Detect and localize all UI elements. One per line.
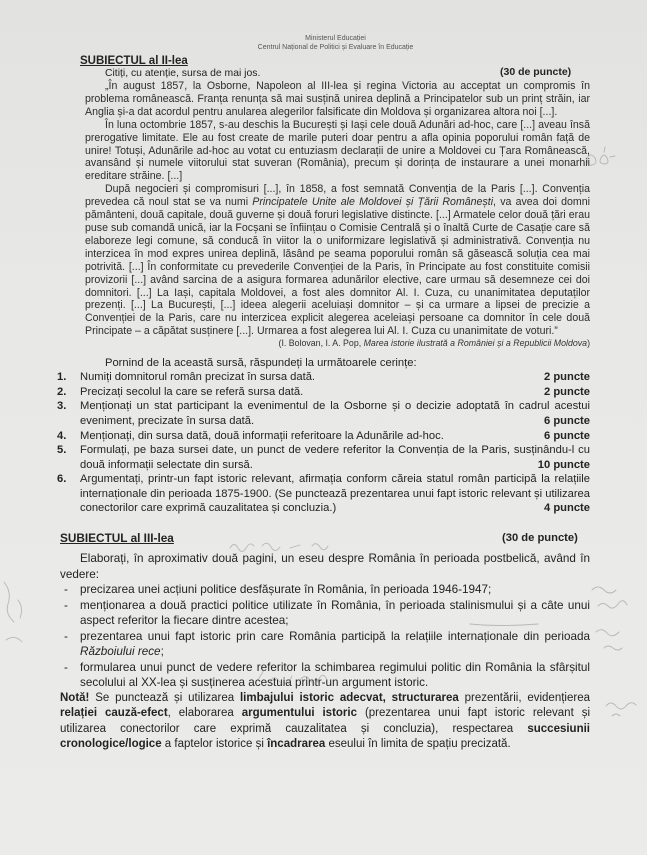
ministry-name: Ministerul Educației [305, 35, 366, 42]
evaluation-note [60, 691, 590, 753]
requirement-italic-text: Războiului rece [80, 645, 161, 659]
note-label: Notă! [60, 691, 90, 704]
subject2-points: (30 de puncte) [500, 66, 572, 78]
note-emphasis: succesiunii cronologice/logice [60, 722, 590, 751]
questions-prompt: Pornind de la această sursă, răspundeți la următoarele cerințe: [105, 357, 417, 370]
source-text [85, 80, 590, 338]
document-body [0, 34, 647, 753]
note-text: eseului în limita de spațiu precizată. [325, 738, 511, 751]
note-text: Se punctează și utilizarea [89, 691, 240, 704]
question-text: Argumentați, printr-un fapt istoric relevant, afirmația conform căreia statul român participă la relațiile internaționale din perioada 1875-1900. (Se punctează prezentarea unui fapt istoric relevant și utilizarea conectorilor care exprimă cauzalitatea și concluzia.) [80, 473, 590, 515]
question-points: 10 puncte [537, 458, 590, 471]
question-points: 4 puncte [543, 502, 590, 515]
essay-requirement [64, 629, 590, 660]
center-name: Centrul Național de Politici și Evaluare în Educație [257, 44, 414, 51]
subject3-header [0, 531, 647, 546]
essay-requirement [64, 598, 590, 629]
requirement-text: precizarea unei acțiuni politice desfășurate în România, în perioada 1946-1947; [80, 583, 492, 597]
note-emphasis: argumentului istoric [241, 707, 358, 720]
question-text: Numiți domnitorul român precizat în sursa dată. [80, 371, 316, 384]
question-number: 3. [57, 400, 67, 413]
source-paragraph: În luna octombrie 1857, s-au deschis la București și Iași cele două Adunări ad-hoc, care [...] aveau însă prerogative limitate. Ele au fost create de marile puteri doar pentru a afla opinia poporului român față de unire! Totuși, Adunările ad-hoc au votat cu entuziasm declarații de unire a Moldovei cu Țara Românească, avansând și numele viitorului stat suveran (România), precum și dorința de instaurare a unei monarhii ereditare străine. [...] [85, 118, 590, 183]
question-points: 2 puncte [543, 371, 590, 384]
question-item [57, 399, 590, 428]
question-number: 2. [57, 385, 67, 398]
bullet-marker: - [64, 660, 68, 674]
subject2-title: SUBIECTUL al II-lea [80, 55, 188, 67]
source-text-segment: După negocieri și compromisuri [...], în 1858, a fost semnată Convenția de la Paris [...]. Convenția prevedea că noul stat se va numi [85, 183, 590, 209]
source-italic-segment: Principatele Unite ale Moldovei și Țării Românești [252, 196, 494, 209]
note-emphasis: încadrarea [267, 738, 326, 751]
question-text: Formulați, pe baza sursei date, un punct de vedere referitor la Convenția de la Paris, susținându-l cu două informații selectate din sursă. [80, 444, 590, 471]
bullet-marker: - [64, 598, 68, 612]
note-emphasis: relației cauză-efect [60, 707, 168, 720]
question-item [57, 472, 590, 516]
citation-authors: (I. Bolovan, I. A. Pop, [278, 338, 364, 349]
note-emphasis: limbajului istoric adecvat, structurarea [239, 691, 459, 704]
source-paragraph: „În august 1857, la Osborne, Napoleon al III-lea și regina Victoria au acceptat un compromis în problema românească. Franța renunța să mai susțină unirea deplină a Principatelor sub un prinț străin, iar Anglia și-a dat acordul pentru anularea alegerilor falsificate din Moldova și organizarea altora noi [...]. [85, 80, 590, 118]
question-points: 2 puncte [543, 385, 590, 398]
subject2-instruction: Citiți, cu atenție, sursa de mai jos. [105, 68, 261, 79]
question-number: 4. [57, 429, 67, 442]
essay-instruction: Elaborați, în aproximativ două pagini, un eseu despre România în perioada postbelică, având în vedere: [60, 552, 590, 581]
question-text: Menționați, din sursa dată, două informații referitoare la Adunările ad-hoc. [80, 429, 444, 442]
note-text: a faptelor istorice și [161, 738, 268, 751]
question-text: Precizați secolul la care se referă sursa dată. [80, 385, 304, 398]
note-text: prezentării, evidențierea [458, 691, 590, 704]
questions-list [0, 370, 647, 516]
bullet-marker: - [64, 583, 68, 597]
bullet-marker: - [64, 629, 68, 643]
essay-requirement [64, 660, 590, 691]
citation-end: ) [587, 338, 590, 349]
subject3-points: (30 de puncte) [502, 532, 578, 545]
document-header [0, 34, 647, 52]
question-points: 6 puncte [543, 429, 590, 442]
source-citation [85, 338, 590, 349]
requirement-text-end: ; [160, 645, 164, 659]
source-text-segment: , va avea doi domni pământeni, două capitale, două guverne și două foruri legislative distincte. [...] Armatele celor două țări erau puse sub comandă unică, iar la Focșani se înființau o Comisie Centrală și o înaltă Curte de Casație care să elaboreze legi comune, să conducă în viitor la o uniformizare legislativă și administrativă. Convenția nu interzicea în mod expres unirea deplină, lăsând pe seama poporului român să găsească soluția cea mai potrivită. [...] În conformitate cu prevederile Convenției de la Paris, în Principate au fost constituite comisii provizorii [...] având sarcina de a asigura formarea adunărilor elective, care urmau să desemneze cei doi domnitori. [...] La Iași, capitala Moldovei, a fost ales domnitor Al. I. Cuza, cu unanimitatea deputaților prezenți. [...] La București, [...] ideea alegerii aceluiași domnitor – și ca urmare a lipsei de precizie a Convenției de la Paris, care nu interzicea explicit alegerea aceleiași persoane ca domnitor în cele două Principate – a căpătat susținere [...]. Urmarea a fost alegerea lui Al. I. Cuza cu unanimitate de voturi.” [85, 196, 590, 338]
question-text: Menționați un stat participant la evenimentul de la Osborne și o decizie adoptată în cadrul acestui eveniment, precizate în sursa dată. [80, 400, 590, 427]
source-paragraph [85, 183, 590, 338]
essay-requirements-list [0, 582, 647, 691]
note-text: , elaborarea [167, 707, 242, 720]
question-number: 1. [57, 371, 67, 384]
question-item [57, 443, 590, 472]
requirement-text: prezentarea unui fapt istoric prin care România participă la relațiile internaționale din perioada [80, 629, 590, 643]
question-number: 6. [57, 473, 67, 486]
question-number: 5. [57, 444, 67, 457]
question-points: 6 puncte [543, 414, 590, 427]
note-text: (prezentarea unui fapt istoric relevant și utilizarea conectorilor care exprimă cauzalitatea și concluzia), respectarea [60, 707, 591, 735]
question-item [57, 385, 590, 400]
question-item [57, 429, 590, 444]
requirement-text: formularea unui punct de vedere referitor la schimbarea regimului politic din România la sfârșitul secolului al XX-lea și susținerea acestuia printr-un argument istoric. [80, 660, 590, 690]
essay-requirement [64, 582, 590, 598]
requirement-text: menționarea a două practici politice utilizate în România, în perioada stalinismului și a câte unui aspect referitor la fiecare dintre acestea; [80, 598, 590, 628]
citation-title: Marea istorie ilustrată a României și a Republicii Moldova [363, 338, 588, 349]
question-item [57, 370, 590, 385]
subject3-title: SUBIECTUL al III-lea [60, 531, 174, 546]
